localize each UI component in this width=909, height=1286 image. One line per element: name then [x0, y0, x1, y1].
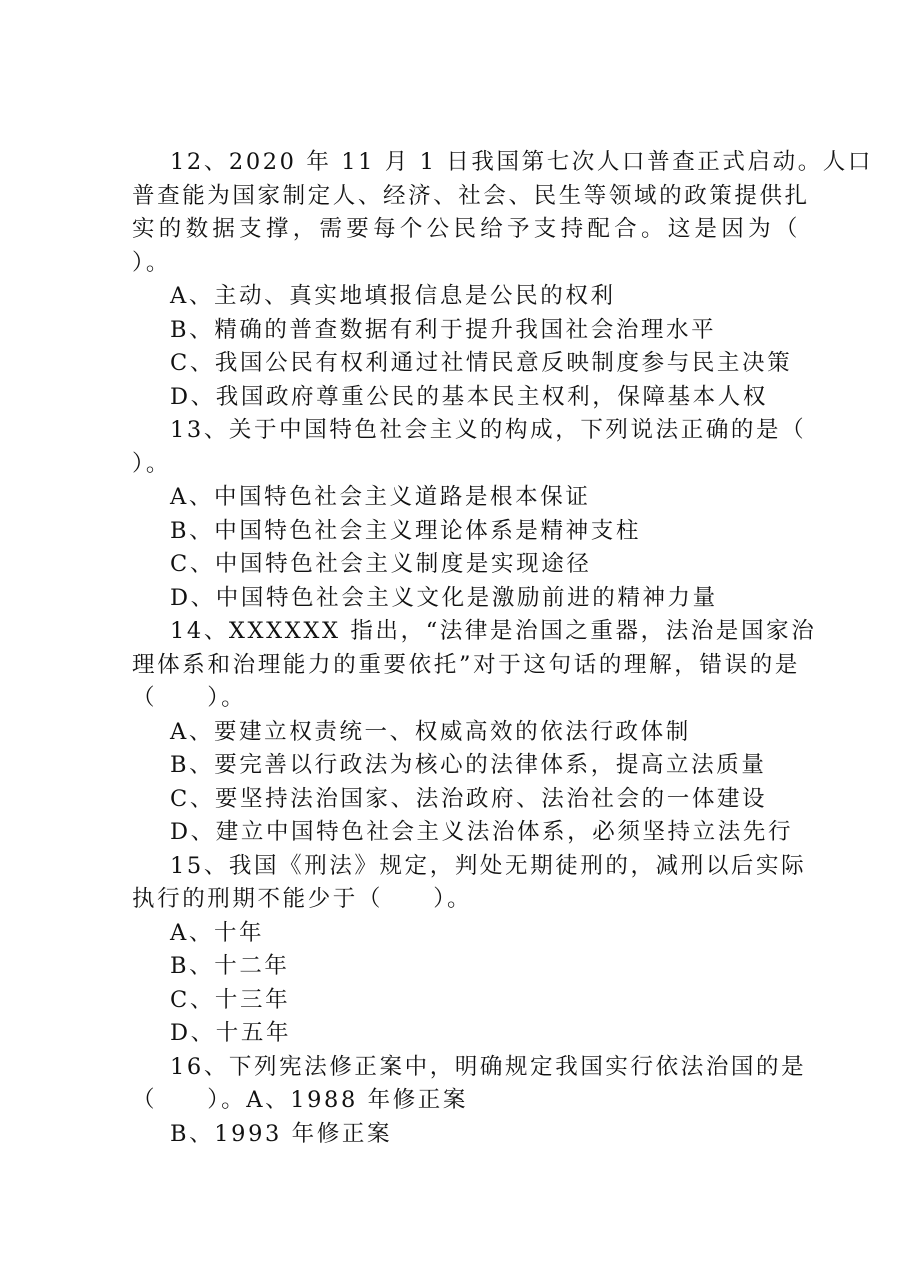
option-a: A、中国特色社会主义道路是根本保证 — [170, 484, 591, 510]
question-stem-line: 13、关于中国特色社会主义的构成，下列说法正确的是（ — [170, 417, 807, 443]
question-stem-line: ）。 — [132, 249, 171, 276]
question-stem-line: （ ）。A、1988 年修正案 — [132, 1087, 469, 1113]
option-b: B、要完善以行政法为核心的法律体系，提高立法质量 — [170, 752, 767, 778]
option-c: C、我国公民有权利通过社情民意反映制度参与民主决策 — [170, 350, 793, 376]
question-stem-line: 12、2020 年 11 月 1 日我国第七次人口普查正式启动。人口 — [170, 149, 873, 175]
question-stem-line: 实的数据支撑，需要每个公民给予支持配合。这是因为（ — [132, 216, 800, 242]
option-b: B、十二年 — [170, 953, 290, 979]
question-stem-line: 理体系和治理能力的重要依托”对于这句话的理解，错误的是 — [132, 651, 800, 678]
option-b: B、中国特色社会主义理论体系是精神支柱 — [170, 517, 641, 544]
question-stem-line: 16、下列宪法修正案中，明确规定我国实行依法治国的是 — [170, 1053, 807, 1080]
question-12 — [132, 146, 873, 414]
option-c: C、要坚持法治国家、法治政府、法治社会的一体建设 — [170, 785, 768, 812]
option-d: D、中国特色社会主义文化是激励前进的精神力量 — [170, 584, 718, 611]
question-stem-line: 执行的刑期不能少于（ ）。 — [132, 886, 473, 912]
question-stem-line: 普查能为国家制定人、经济、社会、民生等领域的政策提供扎 — [132, 182, 810, 209]
option-d: D、十五年 — [170, 1020, 292, 1046]
question-16 — [132, 1051, 807, 1152]
option-b: B、精确的普查数据有利于提升我国社会治理水平 — [170, 316, 717, 343]
document-page — [132, 146, 873, 1151]
option-a: A、十年 — [170, 919, 265, 946]
option-d: D、我国政府尊重公民的基本民主权利，保障基本人权 — [170, 383, 768, 410]
option-d: D、建立中国特色社会主义法治体系，必须坚持立法先行 — [170, 819, 794, 845]
question-stem-line: 14、XXXXXX 指出，“法律是治国之重器，法治是国家治 — [170, 618, 817, 644]
option-c: C、十三年 — [170, 986, 291, 1013]
question-stem-line: ）。 — [132, 450, 171, 477]
option-c: C、中国特色社会主义制度是实现途径 — [170, 551, 592, 577]
option-a: A、要建立权责统一、权威高效的依法行政体制 — [170, 718, 691, 745]
question-stem-line: 15、我国《刑法》规定，判处无期徒刑的，减刑以后实际 — [170, 852, 807, 879]
option-b: B、1993 年修正案 — [170, 1120, 393, 1147]
question-15 — [132, 850, 807, 1051]
question-stem-line: （ ）。 — [132, 685, 247, 711]
option-a: A、主动、真实地填报信息是公民的权利 — [170, 283, 616, 309]
question-13 — [132, 414, 807, 615]
question-14 — [132, 615, 817, 850]
